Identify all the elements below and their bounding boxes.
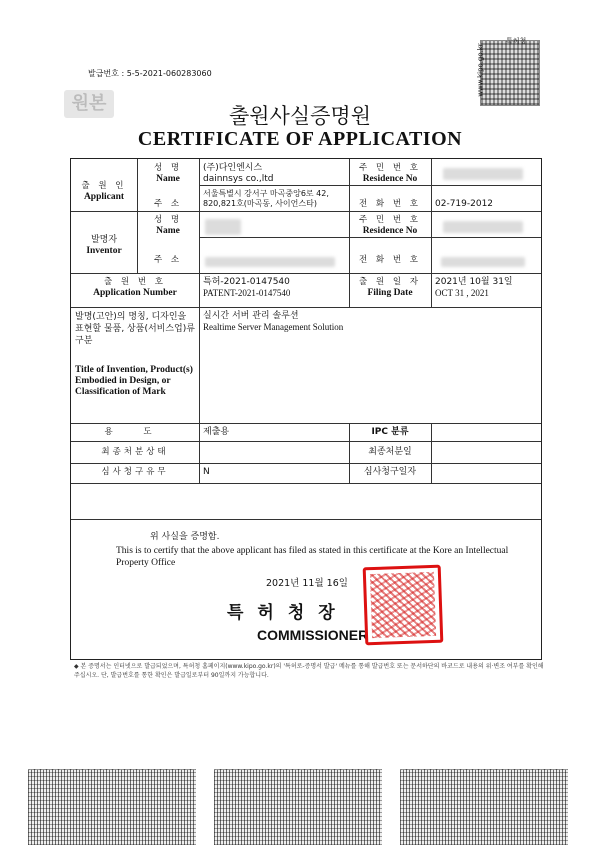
issue-date: 2021년 11월 16일: [266, 578, 348, 589]
barcode-2: [214, 769, 382, 845]
exam-request-label: 심사청구유무: [101, 467, 169, 477]
use-label: 용 도: [104, 427, 166, 437]
original-stamp-mark: 원본: [64, 90, 114, 118]
applicant-address-label: 주 소: [153, 199, 183, 209]
certify-statement-en: This is to certify that the above applicant has filed as stated in this certificate at the Kore an Intellectual Property Office: [116, 546, 509, 568]
agency-url: www.kipo.go.kr: [476, 43, 485, 97]
footnote: ◆ 본 증명서는 인터넷으로 발급되었으며, 특허청 홈페이지(www.kipo.go.kr)의 '특허로-증명서 발급' 메뉴를 통해 발급번호 또는 문서하단의 바코드로 내용의 위·변조 여부를 확인해 주십시오. 단, 발급번호를 통한 확인은 발급일로부터 90일까지 가능합니다.: [74, 663, 544, 679]
redacted-inventor-phone: [441, 257, 525, 267]
inventor-resno-label: 주 민 번 호 Residence No: [359, 215, 421, 236]
redacted-inventor-resno: [443, 221, 523, 233]
issuer-korean: 특허청장: [227, 603, 349, 623]
inventor-address-label: 주 소: [153, 255, 183, 265]
title-english: CERTIFICATE OF APPLICATION: [137, 128, 463, 150]
qr-code-icon: [480, 40, 540, 106]
issuer-english: COMMISSIONER: [257, 627, 369, 643]
final-date-label: 최종처분일: [368, 447, 412, 457]
use-value: 제출용: [203, 427, 230, 437]
inventor-name-label: 성 명 Name: [153, 215, 183, 236]
filing-date-value: 2021년 10월 31일 OCT 31 , 2021: [435, 277, 513, 298]
redacted-inventor-address: [205, 257, 335, 267]
barcode-3: [400, 769, 568, 845]
issue-number: 발급번호 : 5-5-2021-060283060: [88, 69, 212, 78]
invention-title-value: 실시간 서버 관리 솔루션 Realtime Server Management Solution: [203, 311, 344, 332]
certify-statement-ko: 위 사실을 증명함.: [150, 532, 220, 542]
inventor-section-label: 발명자 Inventor: [86, 235, 122, 256]
application-number-value: 특허-2021-0147540 PATENT-2021-0147540: [203, 277, 291, 298]
title-korean: 출원사실증명원: [228, 104, 371, 128]
applicant-name-label: 성 명 Name: [153, 163, 183, 184]
applicant-phone-value: 02-719-2012: [435, 199, 494, 209]
official-seal: [363, 565, 444, 646]
invention-title-label-en: Title of Invention, Product(s) Embodied in Design, or Classification of Mark: [75, 365, 193, 397]
applicant-address-value: 서울특별시 강서구 마곡중앙6로 42, 820,821호(마곡동, 사이언스타): [203, 189, 329, 208]
final-status-label: 최종처분상태: [101, 447, 169, 457]
applicant-resno-label: 주 민 번 호 Residence No: [359, 163, 421, 184]
applicant-phone-label: 전 화 번 호: [359, 199, 421, 209]
exam-request-value: N: [203, 467, 210, 477]
applicant-section-label: 출 원 인 Applicant: [81, 181, 127, 202]
application-number-label: 출 원 번 호 Application Number: [93, 277, 177, 298]
redacted-applicant-resno: [443, 168, 523, 180]
applicant-name-value: (주)다인엔시스 dainnsys co.,ltd: [203, 163, 274, 184]
inventor-phone-label: 전 화 번 호: [359, 255, 421, 265]
ipc-label: IPC 분류: [371, 427, 409, 437]
invention-title-label-ko: 발명(고안)의 명칭, 디자인을 표현할 물품, 상품(서비스업)류 구분: [75, 312, 195, 346]
barcode-1: [28, 769, 196, 845]
agency-logo-label: 특허청: [506, 37, 527, 45]
exam-date-label: 심사청구일자: [363, 467, 417, 477]
filing-date-label: 출 원 일 자 Filing Date: [359, 277, 421, 298]
redacted-inventor-name: [205, 219, 241, 235]
